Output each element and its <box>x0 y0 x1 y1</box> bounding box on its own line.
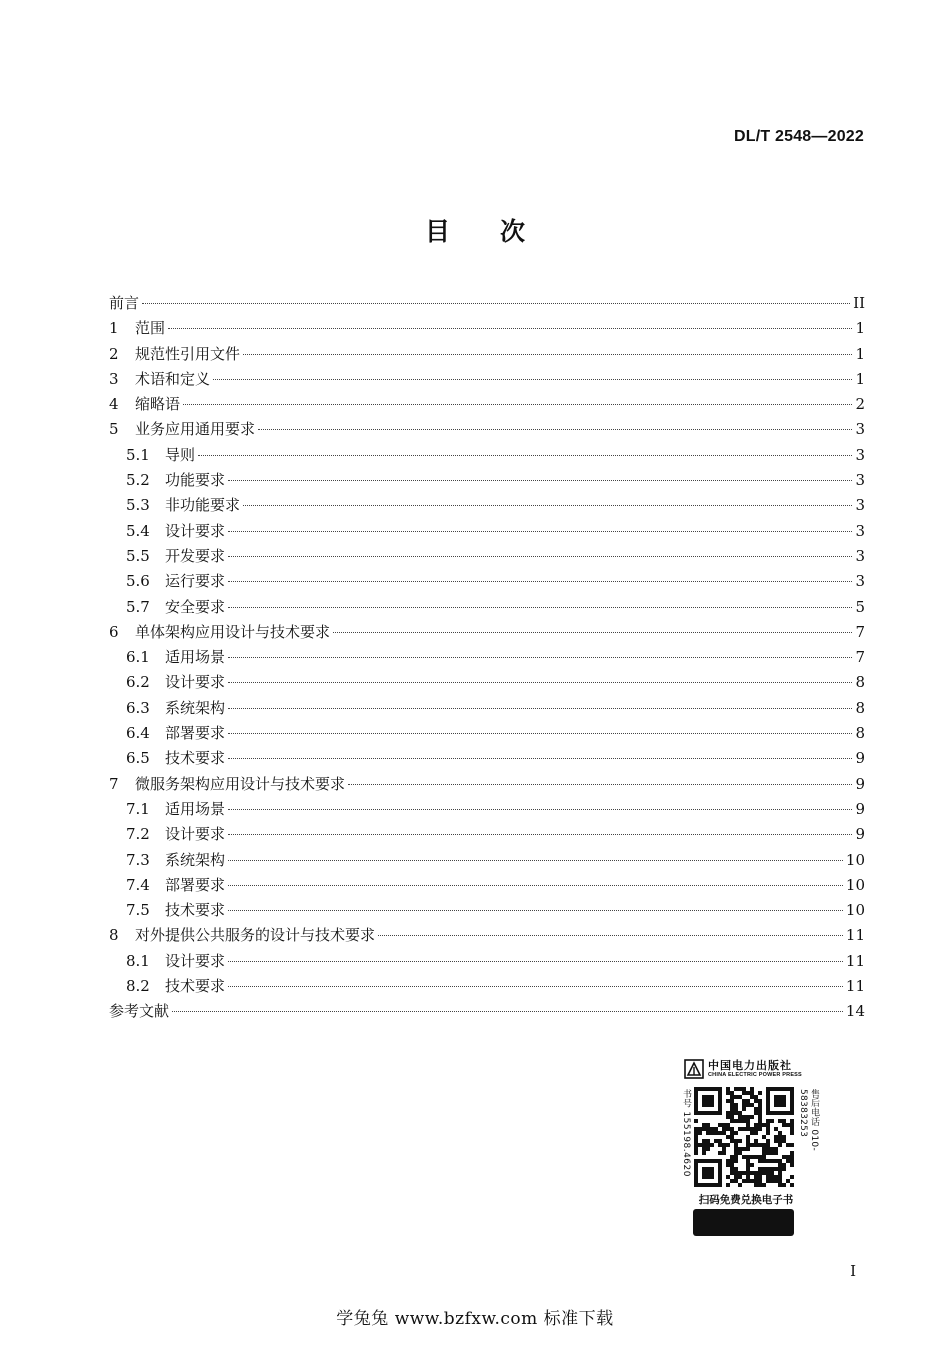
toc-entry-number: 6.3 <box>126 698 150 717</box>
toc-dot-leader <box>228 809 852 810</box>
toc-entry[interactable] <box>109 999 865 1024</box>
toc-entry-page: 3 <box>855 445 865 464</box>
toc-dot-leader <box>172 1011 843 1012</box>
qr-caption: 扫码免费兑换电子书 <box>698 1194 794 1206</box>
toc-entry-title: 术语和定义 <box>135 369 211 388</box>
toc-entry-number: 1 <box>109 319 119 338</box>
toc-entry-page: 9 <box>855 774 865 793</box>
toc-dot-leader <box>228 758 852 759</box>
toc-entry[interactable] <box>109 746 865 771</box>
toc-entry-page: 1 <box>855 344 865 363</box>
toc-entry-page: 3 <box>855 420 865 439</box>
toc-entry[interactable] <box>109 645 865 670</box>
toc-entry-number: 6.2 <box>126 673 150 692</box>
toc-entry-page: 3 <box>855 496 865 515</box>
toc-entry-title: 开发要求 <box>165 546 226 565</box>
toc-entry-number: 7.3 <box>126 850 150 869</box>
toc-entry[interactable] <box>109 949 865 974</box>
toc-entry-title: 单体架构应用设计与技术要求 <box>135 622 331 641</box>
toc-entry-number: 7 <box>109 774 119 793</box>
toc-dot-leader <box>228 860 843 861</box>
toc-entry-number: 6 <box>109 622 119 641</box>
toc-entry[interactable] <box>109 342 865 367</box>
toc-dot-leader <box>348 784 852 785</box>
toc-entry-title: 技术要求 <box>165 977 226 996</box>
toc-entry[interactable] <box>109 848 865 873</box>
toc-dot-leader <box>378 935 843 936</box>
toc-entry-title: 设计要求 <box>165 951 226 970</box>
toc-entry-page: 9 <box>855 799 865 818</box>
toc-entry[interactable] <box>109 797 865 822</box>
toc-entry-number: 5.6 <box>126 572 150 591</box>
toc-entry-title: 部署要求 <box>165 875 226 894</box>
toc-entry[interactable] <box>109 923 865 948</box>
toc-dot-leader <box>228 733 852 734</box>
toc-dot-leader <box>183 404 852 405</box>
toc-entry-page: 5 <box>855 597 865 616</box>
toc-entry[interactable] <box>109 822 865 847</box>
toc-entry-title: 业务应用通用要求 <box>135 420 256 439</box>
toc-entry-page: II <box>853 294 865 312</box>
toc-entry-title: 功能要求 <box>165 471 226 490</box>
toc-entry-number: 6.5 <box>126 749 150 768</box>
toc-dot-leader <box>228 910 843 911</box>
toc-entry[interactable] <box>109 772 865 797</box>
toc-entry-title: 设计要求 <box>165 521 226 540</box>
toc-entry-number: 8.2 <box>126 977 150 996</box>
toc-entry[interactable] <box>109 417 865 442</box>
toc-entry[interactable] <box>109 670 865 695</box>
toc-dot-leader <box>228 607 852 608</box>
toc-entry-title: 适用场景 <box>165 648 226 667</box>
toc-entry-number: 5.5 <box>126 546 150 565</box>
toc-entry-page: 3 <box>855 572 865 591</box>
toc-dot-leader <box>228 480 852 481</box>
toc-entry-title: 非功能要求 <box>165 496 241 515</box>
toc-entry-page: 7 <box>855 648 865 667</box>
toc-dot-leader <box>228 657 852 658</box>
toc-entry[interactable] <box>109 974 865 999</box>
table-of-contents <box>109 291 865 1025</box>
toc-dot-leader <box>228 556 852 557</box>
toc-dot-leader <box>228 581 852 582</box>
toc-entry-page: 3 <box>855 521 865 540</box>
toc-entry-title: 参考文献 <box>109 1002 170 1021</box>
toc-entry-page: 9 <box>855 749 865 768</box>
toc-entry-page: 9 <box>855 825 865 844</box>
standard-code: DL/T 2548—2022 <box>734 128 864 145</box>
toc-entry-number: 5.2 <box>126 471 150 490</box>
toc-entry-title: 部署要求 <box>165 724 226 743</box>
page-title: 目次 <box>424 217 575 246</box>
toc-entry-number: 5.3 <box>126 496 150 515</box>
toc-entry-page: 11 <box>845 926 865 945</box>
hotline: 售后电话 010-58383253 <box>798 1089 819 1151</box>
toc-dot-leader <box>228 708 852 709</box>
toc-entry-number: 6.4 <box>126 724 150 743</box>
toc-entry-title: 微服务架构应用设计与技术要求 <box>135 774 346 793</box>
toc-dot-leader <box>198 455 852 456</box>
toc-entry-page: 11 <box>845 951 865 970</box>
toc-entry-page: 1 <box>855 319 865 338</box>
toc-entry-page: 10 <box>845 850 865 869</box>
toc-entry[interactable] <box>109 367 865 392</box>
toc-entry-number: 5.1 <box>126 445 150 464</box>
toc-entry-number: 5.7 <box>126 597 150 616</box>
toc-entry-title: 设计要求 <box>165 825 226 844</box>
toc-entry-number: 6.1 <box>126 648 150 667</box>
toc-dot-leader <box>243 505 852 506</box>
toc-entry[interactable] <box>109 493 865 518</box>
publisher-name-cn: 中国电力出版社 <box>708 1058 792 1072</box>
toc-entry-number: 8 <box>109 926 119 945</box>
toc-entry-number: 7.1 <box>126 799 150 818</box>
toc-entry[interactable] <box>109 291 865 316</box>
toc-entry-page: 8 <box>855 724 865 743</box>
book-number: 书号 155198.4620 <box>681 1089 691 1177</box>
toc-entry-title: 设计要求 <box>165 673 226 692</box>
toc-entry-page: 1 <box>855 369 865 388</box>
toc-entry-number: 3 <box>109 369 119 388</box>
toc-dot-leader <box>213 379 852 380</box>
toc-entry[interactable] <box>109 392 865 417</box>
toc-dot-leader <box>142 303 850 304</box>
toc-entry-number: 5.4 <box>126 521 150 540</box>
toc-entry-page: 10 <box>845 901 865 920</box>
toc-entry-title: 技术要求 <box>165 749 226 768</box>
page-number: I <box>850 1262 856 1280</box>
toc-entry-title: 系统架构 <box>165 850 226 869</box>
toc-entry[interactable] <box>109 569 865 594</box>
publisher-logo-icon <box>684 1059 704 1079</box>
toc-entry[interactable] <box>109 316 865 341</box>
toc-entry-title: 运行要求 <box>165 572 226 591</box>
toc-entry-title: 前言 <box>109 294 140 312</box>
toc-entry[interactable] <box>109 721 865 746</box>
toc-dot-leader <box>168 328 852 329</box>
toc-dot-leader <box>258 429 852 430</box>
toc-entry-title: 技术要求 <box>165 901 226 920</box>
toc-entry-title: 缩略语 <box>135 395 181 414</box>
toc-entry[interactable] <box>109 595 865 620</box>
toc-entry-number: 2 <box>109 344 119 363</box>
toc-entry[interactable] <box>109 519 865 544</box>
toc-entry-number: 4 <box>109 395 119 414</box>
toc-entry[interactable] <box>109 544 865 569</box>
toc-entry-page: 8 <box>855 698 865 717</box>
toc-dot-leader <box>333 632 852 633</box>
toc-dot-leader <box>228 885 843 886</box>
toc-entry-page: 11 <box>845 977 865 996</box>
toc-entry[interactable] <box>109 873 865 898</box>
toc-entry-number: 7.2 <box>126 825 150 844</box>
toc-entry-number: 7.4 <box>126 875 150 894</box>
toc-entry[interactable] <box>109 443 865 468</box>
toc-entry-page: 2 <box>855 395 865 414</box>
qr-block <box>676 1057 819 1239</box>
qr-code-icon[interactable] <box>694 1087 794 1187</box>
toc-entry[interactable] <box>109 898 865 923</box>
toc-entry[interactable] <box>109 468 865 493</box>
toc-dot-leader <box>228 961 843 962</box>
toc-entry-page: 7 <box>855 622 865 641</box>
toc-entry-page: 14 <box>845 1002 865 1021</box>
toc-entry-page: 3 <box>855 471 865 490</box>
toc-entry-title: 对外提供公共服务的设计与技术要求 <box>135 926 376 945</box>
publisher-row <box>684 1057 814 1081</box>
toc-entry-title: 系统架构 <box>165 698 226 717</box>
toc-dot-leader <box>228 531 852 532</box>
toc-entry-title: 安全要求 <box>165 597 226 616</box>
publisher-name-en: CHINA ELECTRIC POWER PRESS <box>708 1071 802 1078</box>
toc-entry-number: 8.1 <box>126 951 150 970</box>
toc-entry-page: 3 <box>855 546 865 565</box>
toc-dot-leader <box>228 986 843 987</box>
toc-entry[interactable] <box>109 620 865 645</box>
toc-entry-title: 适用场景 <box>165 799 226 818</box>
redacted-code-bar <box>693 1209 794 1236</box>
toc-entry-title: 导则 <box>165 445 196 464</box>
toc-dot-leader <box>228 834 852 835</box>
toc-entry-page: 10 <box>845 875 865 894</box>
toc-entry-number: 7.5 <box>126 901 150 920</box>
toc-dot-leader <box>243 354 852 355</box>
toc-entry-title: 规范性引用文件 <box>135 344 241 363</box>
toc-entry[interactable] <box>109 696 865 721</box>
toc-dot-leader <box>228 682 852 683</box>
toc-entry-number: 5 <box>109 420 119 439</box>
toc-entry-page: 8 <box>855 673 865 692</box>
watermark: 学兔兔 www.bzfxw.com 标准下载 <box>336 1309 614 1329</box>
toc-entry-title: 范围 <box>135 319 166 338</box>
